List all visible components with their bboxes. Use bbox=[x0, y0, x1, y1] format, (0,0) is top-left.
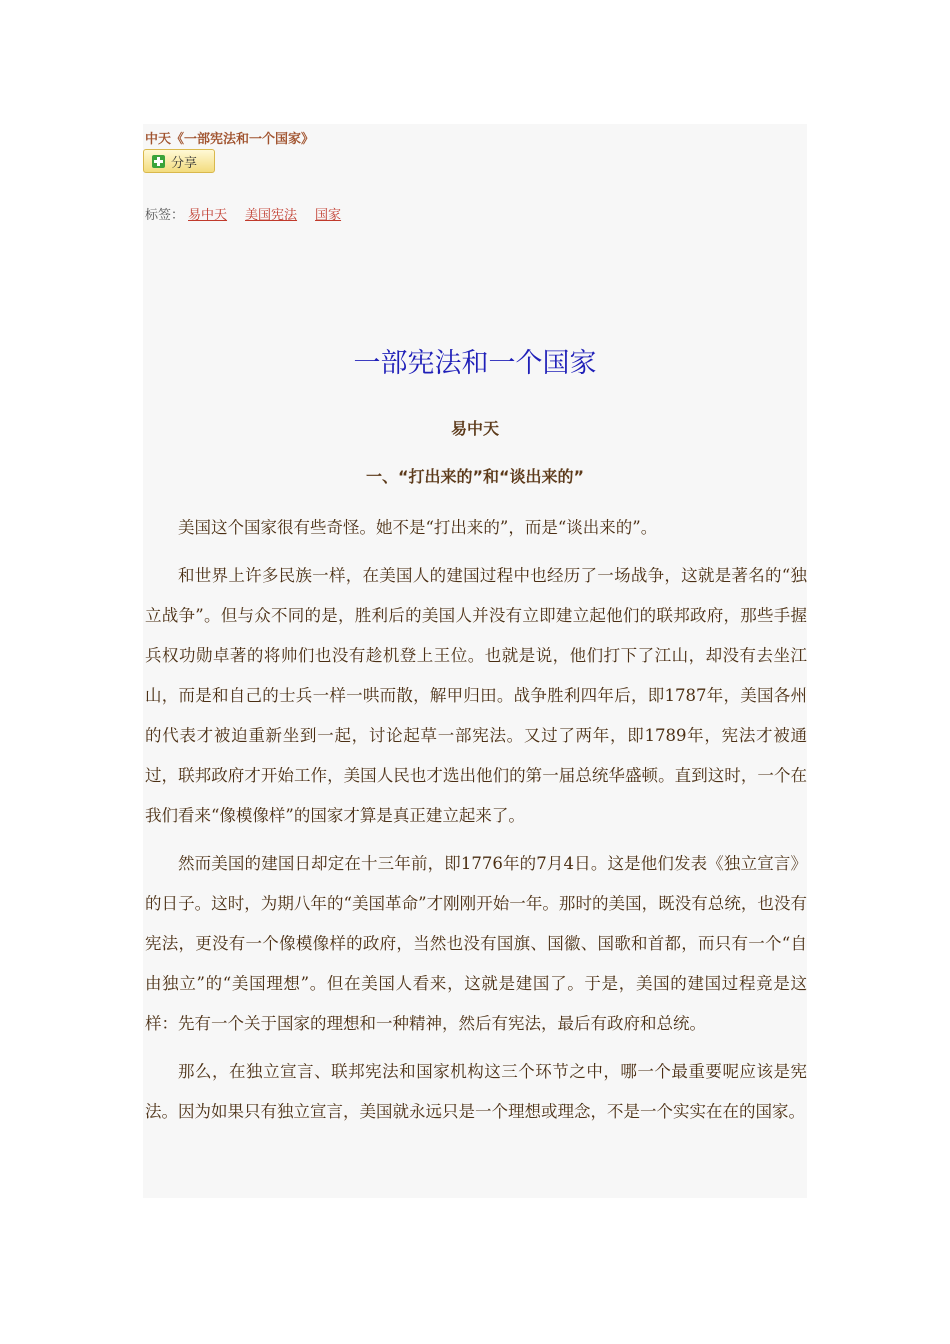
share-button-label: 分享 bbox=[171, 155, 198, 171]
tag-link[interactable]: 美国宪法 bbox=[245, 208, 298, 223]
article-author: 易中天 bbox=[450, 419, 499, 438]
plus-icon bbox=[152, 155, 165, 168]
blog-post-panel bbox=[143, 124, 807, 1198]
tag-link[interactable]: 国家 bbox=[315, 208, 342, 223]
paragraph: 然而美国的建国日却定在十三年前，即1776年的7月4日。这是他们发表《独立宣言》的日子。这时，为期八年的“美国革命”才刚刚开始一年。那时的美国，既没有总统，也没有宪法，更没有一个像模像样的政府，当然也没有国旗、国徽、国歌和首都，而只有一个“自由独立”的“美国理想”。但在美国人看来，这就是建国了。于是，美国的建国过程竟是这样：先有一个关于国家的理想和一种精神，然后有宪法，最后有政府和总统。 bbox=[145, 854, 807, 1033]
article-body bbox=[145, 508, 807, 1140]
paragraph: 那么，在独立宣言、联邦宪法和国家机构这三个环节之中，哪一个最重要呢应该是宪法。因为如果只有独立宣言，美国就永远只是一个理想或理念，不是一个实实在在的国家。 bbox=[145, 1062, 807, 1121]
tag-list bbox=[145, 204, 355, 223]
paragraph: 和世界上许多民族一样，在美国人的建国过程中也经历了一场战争，这就是著名的“独立战争”。但与众不同的是，胜利后的美国人并没有立即建立起他们的联邦政府，那些手握兵权功勋卓著的将帅们也没有趁机登上王位。也就是说，他们打下了江山，却没有去坐江山，而是和自己的士兵一样一哄而散，解甲归田。战争胜利四年后，即1787年，美国各州的代表才被迫重新坐到一起，讨论起草一部宪法。又过了两年，即1789年，宪法才被通过，联邦政府才开始工作，美国人民也才选出他们的第一届总统华盛顿。直到这时，一个在我们看来“像模像样”的国家才算是真正建立起来了。 bbox=[145, 566, 807, 825]
post-title[interactable]: 中天《一部宪法和一个国家》 bbox=[145, 132, 315, 147]
tag-link[interactable]: 易中天 bbox=[188, 208, 228, 223]
article-title: 一部宪法和一个国家 bbox=[353, 348, 597, 379]
tags-label: 标签： bbox=[145, 208, 185, 223]
paragraph: 美国这个国家很有些奇怪。她不是“打出来的”，而是“谈出来的”。 bbox=[178, 518, 658, 537]
section-heading: 一、“打出来的”和“谈出来的” bbox=[365, 467, 585, 486]
share-button[interactable] bbox=[143, 149, 215, 173]
